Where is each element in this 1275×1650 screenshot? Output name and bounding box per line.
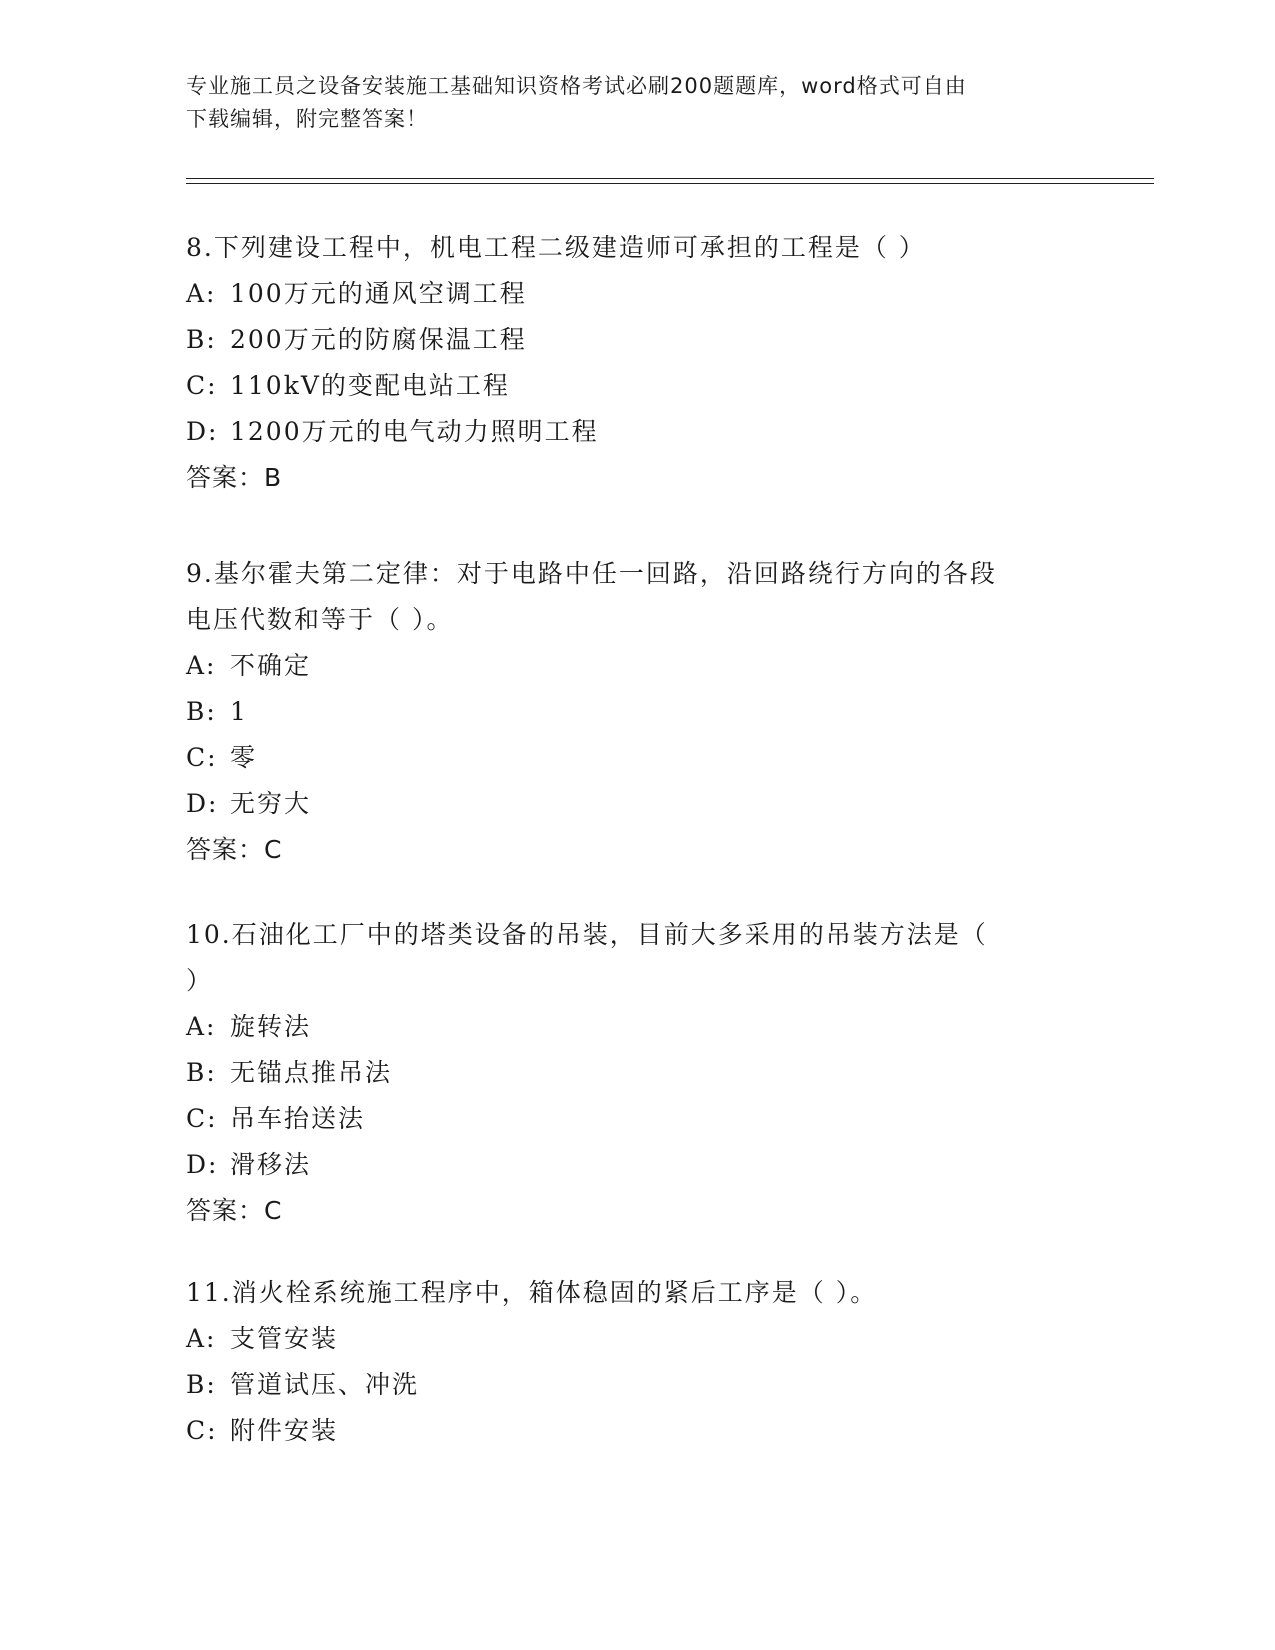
option-text: 无穷大 bbox=[230, 789, 312, 818]
option-letter: A: bbox=[186, 1324, 217, 1353]
option-d bbox=[186, 1142, 1066, 1188]
header-line-2: 下载编辑，附完整答案！ bbox=[186, 107, 428, 131]
option-text: 无锚点推吊法 bbox=[230, 1058, 393, 1087]
option-letter: D: bbox=[186, 789, 219, 818]
option-text: 支管安装 bbox=[230, 1324, 339, 1353]
option-b bbox=[186, 689, 1066, 735]
option-text: 吊车抬送法 bbox=[230, 1104, 366, 1133]
option-letter: C: bbox=[186, 1104, 218, 1133]
option-text: 1200万元的电气动力照明工程 bbox=[230, 417, 599, 446]
header-divider-top bbox=[186, 178, 1154, 179]
option-letter: C: bbox=[186, 371, 218, 400]
option-a bbox=[186, 1316, 1066, 1362]
question-text: 9.基尔霍夫第二定律：对于电路中任一回路，沿回路绕行方向的各段 bbox=[186, 559, 997, 588]
question-10 bbox=[186, 912, 1066, 1234]
option-text: 滑移法 bbox=[230, 1150, 312, 1179]
option-letter: B: bbox=[186, 697, 217, 726]
option-text: 200万元的防腐保温工程 bbox=[230, 325, 527, 354]
option-text: 不确定 bbox=[230, 651, 312, 680]
option-letter: C: bbox=[186, 1416, 218, 1445]
option-text: 110kV的变配电站工程 bbox=[230, 371, 510, 400]
option-letter: C: bbox=[186, 743, 218, 772]
option-text: 100万元的通风空调工程 bbox=[230, 279, 527, 308]
option-c bbox=[186, 1408, 1066, 1454]
option-text: 零 bbox=[230, 743, 258, 772]
option-c bbox=[186, 735, 1066, 781]
option-text: 1 bbox=[230, 697, 248, 726]
option-a bbox=[186, 271, 1066, 317]
question-11 bbox=[186, 1270, 1066, 1454]
option-b bbox=[186, 1362, 1066, 1408]
option-letter: B: bbox=[186, 325, 217, 354]
option-letter: B: bbox=[186, 1370, 217, 1399]
option-text: 附件安装 bbox=[230, 1416, 339, 1445]
option-letter: A: bbox=[186, 651, 217, 680]
question-text: 8.下列建设工程中，机电工程二级建造师可承担的工程是（ ） bbox=[186, 233, 926, 262]
option-c bbox=[186, 1096, 1066, 1142]
option-a bbox=[186, 643, 1066, 689]
question-8 bbox=[186, 225, 1066, 501]
option-letter: B: bbox=[186, 1058, 217, 1087]
header-divider-bottom bbox=[186, 183, 1154, 184]
option-b bbox=[186, 317, 1066, 363]
option-letter: A: bbox=[186, 279, 217, 308]
question-9 bbox=[186, 551, 1066, 873]
option-text: 管道试压、冲洗 bbox=[230, 1370, 420, 1399]
option-a bbox=[186, 1004, 1066, 1050]
question-text-continued: 电压代数和等于（ ）。 bbox=[186, 605, 454, 634]
answer-line: 答案：B bbox=[186, 463, 283, 492]
option-d bbox=[186, 781, 1066, 827]
question-text: 11.消火栓系统施工程序中，箱体稳固的紧后工序是（ ）。 bbox=[186, 1278, 878, 1307]
answer-line: 答案：C bbox=[186, 835, 283, 864]
option-letter: D: bbox=[186, 417, 219, 446]
question-text-continued: ） bbox=[186, 966, 214, 995]
document-header bbox=[186, 70, 1086, 136]
question-text: 10.石油化工厂中的塔类设备的吊装，目前大多采用的吊装方法是（ bbox=[186, 920, 988, 949]
header-line-1: 专业施工员之设备安装施工基础知识资格考试必刷200题题库，word格式可自由 bbox=[186, 74, 967, 98]
option-letter: A: bbox=[186, 1012, 217, 1041]
option-c bbox=[186, 363, 1066, 409]
option-d bbox=[186, 409, 1066, 455]
option-letter: D: bbox=[186, 1150, 219, 1179]
option-b bbox=[186, 1050, 1066, 1096]
answer-line: 答案：C bbox=[186, 1196, 283, 1225]
option-text: 旋转法 bbox=[230, 1012, 312, 1041]
